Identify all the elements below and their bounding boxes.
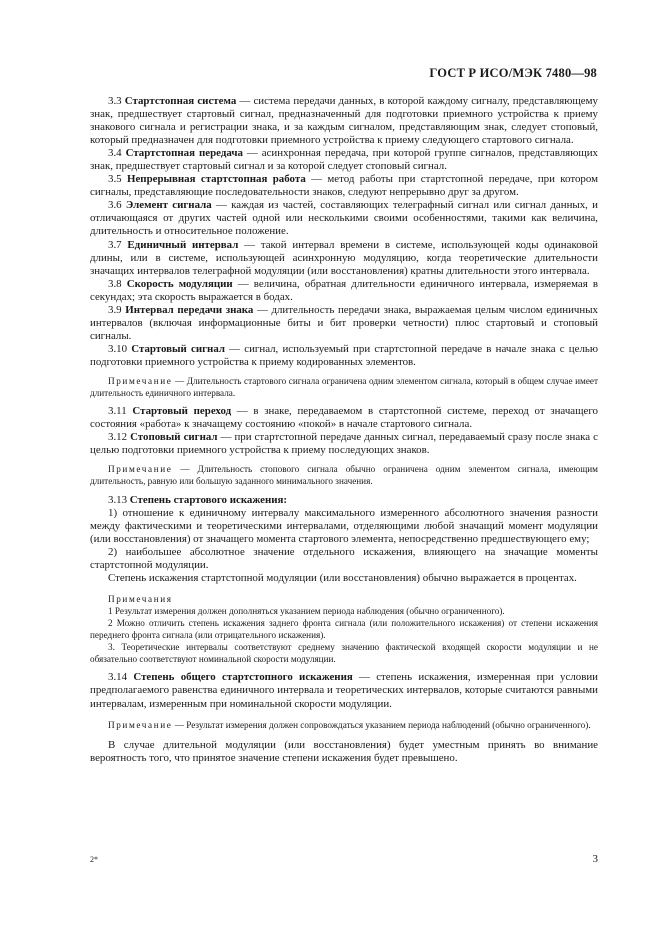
definition-3-11	[90, 405, 598, 431]
term: Степень стартового искажения:	[129, 493, 288, 506]
definition-3-13-item-2: 2) наибольшее абсолютное значение отдельного искажения, влияющего на значащие моменты стартстопной модуляции.	[90, 545, 598, 571]
section-number: 3.6	[108, 199, 122, 212]
definition-3-4	[90, 147, 598, 173]
note-3-13-2: 2 Можно отличить степень искажения заднего фронта сигнала (или положительного искажения) от степени искажения переднего фронта сигнала (или отрицательного искажения).	[90, 618, 598, 641]
term: Скорость модуляции	[126, 277, 233, 290]
term: Стартовый сигнал	[131, 342, 225, 355]
term: Интервал передачи знака	[125, 303, 254, 316]
section-number: 3.9	[108, 303, 122, 316]
section-number: 3.10	[108, 342, 128, 355]
definition-3-5	[90, 173, 598, 199]
definition-text: — степень искажения, измеренная при условии предполагаемого равенства единичного интервала и теоретических интервалов, которые считаются равными интервалам, измеренным при номинальной скорости модуляции.	[90, 671, 598, 710]
definition-3-13-tail: Степень искажения стартстопной модуляции (или восстановления) обычно выражается в процентах.	[108, 571, 577, 584]
signature-mark: 2*	[90, 855, 98, 864]
note-label: Примечание	[108, 464, 173, 475]
note-label: Примечание	[108, 719, 173, 730]
term: Единичный интервал	[127, 238, 239, 251]
note-3-14	[90, 719, 598, 731]
note-3-12	[90, 463, 598, 487]
definition-text: — такой интервал времени в системе, использующей коды одинаковой длины, или в системе, использующей асинхронную модуляцию, когда теоретические длительности значащих интервалов телеграфной модуляции (или восстановления) кратны длительности этого интервала.	[90, 238, 598, 277]
definition-3-3	[90, 95, 598, 147]
definition-text: — величина, обратная длительности единичного интервала, измеряемая в секундах; эта скорость выражается в бодах.	[90, 277, 599, 303]
section-number: 3.12	[108, 431, 128, 444]
term: Стоповый сигнал	[130, 431, 218, 444]
definition-text: — длительность передачи знака, выражаемая целым числом единичных интервалов (включая информационные биты и бит проверки четности) плюс стартовый и стоповый сигналы.	[90, 303, 598, 342]
definition-text: — метод работы при стартстопной передаче, при котором сигналы, представляющие последовательности знаков, следуют непрерывно друг за другом.	[90, 173, 598, 199]
definition-text: — каждая из частей, составляющих телеграфный сигнал или сигнал данных, и отличающаяся от других частей одной или несколькими своими особенностями, такими как величина, длительность и относительное положение.	[90, 199, 598, 238]
note-3-13-3: 3. Теоретические интервалы соответствуют среднему значению фактической входящей скорости модуляции и не обязательно соответствуют номинальной скорости модуляции.	[90, 642, 598, 665]
term: Стартстопная передача	[125, 147, 243, 160]
term: Непрерывная стартстопная работа	[126, 173, 306, 186]
section-number: 3.14	[108, 671, 128, 684]
term: Стартстопная система	[124, 95, 237, 107]
closing-paragraph: В случае длительной модуляции (или восстановления) будет уместным принять во внимание вероятность того, что принятое значение степени искажения будет превышено.	[90, 738, 598, 764]
definition-3-13-item-1: 1) отношение к единичному интервалу максимального измеренного абсолютного значения разности между фактическими и теоретическими интервалами, отделяющими любой значащий момент модуляции (или восстановления) от значащего момента стартового элемента, непосредственно предшествующего ему;	[90, 506, 598, 545]
document-body	[90, 95, 598, 765]
section-number: 3.13	[108, 493, 128, 506]
page-number: 3	[592, 853, 598, 865]
section-number: 3.4	[108, 147, 122, 160]
term: Элемент сигнала	[125, 199, 212, 212]
standard-header: ГОСТ Р ИСО/МЭК 7480—98	[429, 66, 597, 80]
definition-3-7	[90, 239, 598, 278]
note-label: Примечание	[108, 375, 173, 386]
note-text: — Длительность стопового сигнала обычно ограничена одним элементом сигнала, имеющим длительность, равную или большую заданного минимального значения.	[90, 464, 598, 487]
definition-text: — сигнал, используемый при стартстопной передаче в начале знака с целью подготовки приемного устройства к приему кодированных элементов.	[90, 342, 598, 368]
notes-3-13-label	[90, 593, 598, 605]
definition-3-6	[90, 199, 598, 238]
definition-3-12	[90, 431, 598, 457]
section-number: 3.7	[108, 238, 122, 251]
definition-3-10	[90, 343, 598, 369]
definition-text: — при стартстопной передаче данных сигнал, передаваемый сразу после знака с целью подготовки приемного устройства к приему последующих знаков.	[90, 431, 598, 457]
note-3-10	[90, 375, 598, 399]
definition-text: — в знаке, передаваемом в стартстопной системе, переход от значащего состояния «работа» к значащему состоянию «покой» в начале стартового сигнала.	[90, 405, 598, 431]
definition-3-8	[90, 278, 598, 304]
definition-3-9	[90, 304, 598, 343]
definition-text: — асинхронная передача, при которой группе сигналов, представляющих знак, предшествует стартовый сигнал и за которой следует стоповый сигнал.	[90, 147, 598, 173]
definition-3-13	[90, 494, 598, 507]
section-number: 3.11	[108, 405, 127, 418]
note-3-13-1: 1 Результат измерения должен дополняться указанием периода наблюдения (обычно ограниченного).	[108, 605, 505, 616]
section-number: 3.8	[108, 277, 122, 290]
section-number: 3.5	[108, 173, 122, 186]
definition-text: — система передачи данных, в которой каждому сигналу, представляющему знак, предшествует стартовый сигнал, предназначенный для подготовки приемного устройства к приему знакового сигнала и регистрации знака, и за каждым сигналом, представляющим знак, следует стоповый, который предназначен для подготовки приемного устройства к приему следующего стартового сигнала.	[90, 95, 598, 147]
term: Степень общего стартстопного искажения	[133, 671, 353, 684]
notes-label: Примечания	[108, 593, 173, 604]
term: Стартовый переход	[132, 405, 232, 418]
definition-3-14	[90, 671, 598, 710]
section-number: 3.3	[108, 95, 122, 107]
note-text: — Длительность стартового сигнала ограничена одним элементом сигнала, который в общем случае имеет длительность единичного интервала.	[90, 375, 598, 399]
note-text: — Результат измерения должен сопровождаться указанием периода наблюдений (обычно ограниченного).	[172, 719, 591, 730]
